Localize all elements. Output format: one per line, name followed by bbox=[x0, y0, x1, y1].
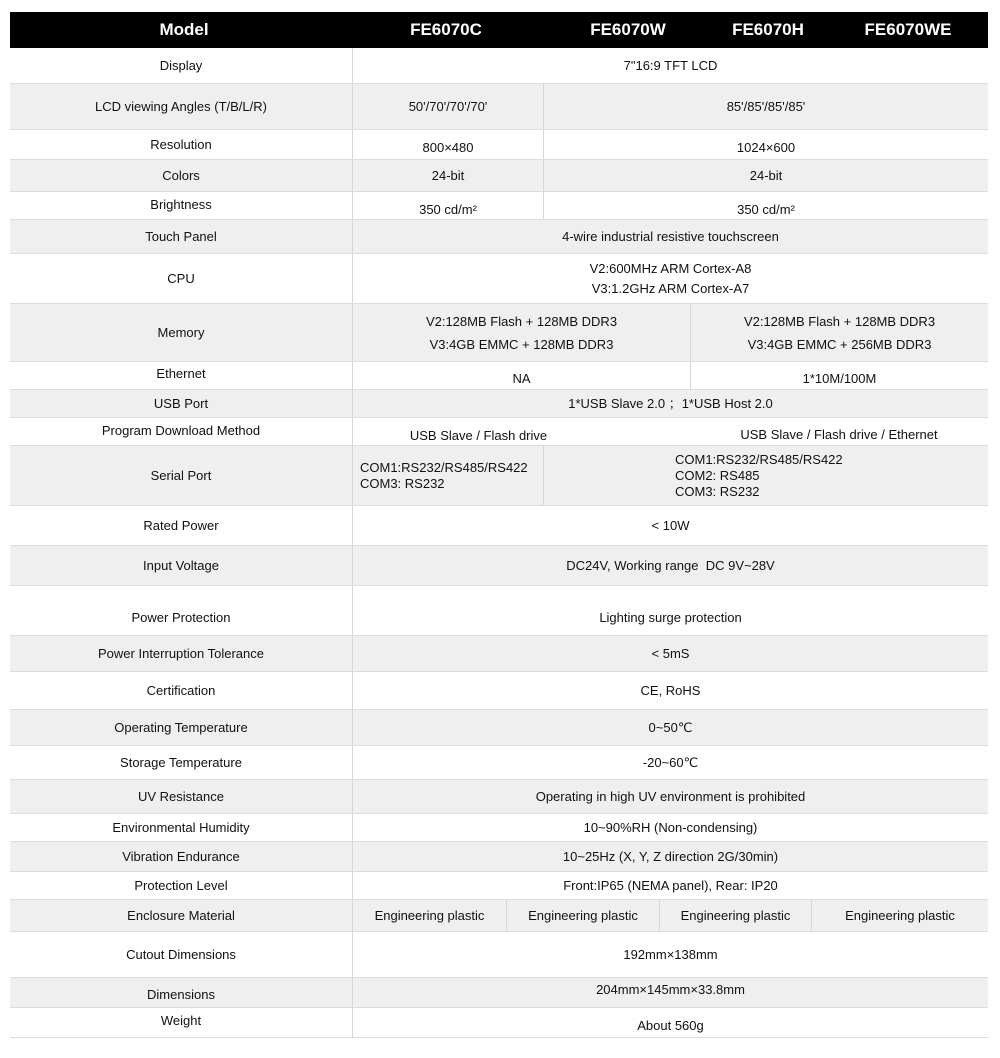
row-value: CE, RoHS bbox=[640, 683, 701, 698]
row-label: Input Voltage bbox=[143, 558, 219, 573]
row-value: 10~25Hz (X, Y, Z direction 2G/30min) bbox=[562, 849, 779, 864]
row-label: Touch Panel bbox=[145, 229, 217, 244]
serial-line-com3: COM3: RS232 bbox=[360, 476, 445, 491]
serial-line-com3: COM3: RS232 bbox=[675, 484, 760, 499]
row-label: Storage Temperature bbox=[120, 755, 242, 770]
header-fe6070h: FE6070H bbox=[732, 20, 804, 39]
row-value: 7"16:9 TFT LCD bbox=[623, 58, 718, 73]
row-rated-power bbox=[10, 506, 988, 546]
serial-line-com1: COM1:RS232/RS485/RS422 bbox=[675, 452, 843, 467]
row-serial-port bbox=[10, 446, 988, 506]
row-label: Ethernet bbox=[156, 366, 206, 381]
row-value-c2: Engineering plastic bbox=[528, 908, 638, 923]
row-value: 192mm×138mm bbox=[623, 947, 718, 962]
row-value-rest: 85'/85'/85'/85' bbox=[726, 99, 806, 114]
cpu-line-v2: V2:600MHz ARM Cortex-A8 bbox=[589, 261, 752, 276]
row-value-c: 50'/70'/70'/70' bbox=[408, 99, 488, 114]
row-value-a: NA bbox=[512, 371, 531, 386]
row-value-b bbox=[675, 446, 988, 506]
memory-line-v3: V3:4GB EMMC + 256MB DDR3 bbox=[747, 337, 932, 352]
row-value-b: USB Slave / Flash drive / Ethernet bbox=[740, 427, 938, 442]
row-value-b bbox=[691, 304, 988, 362]
row-storage-temperature bbox=[10, 746, 988, 780]
row-label: Vibration Endurance bbox=[122, 849, 240, 864]
row-value: 204mm×145mm×33.8mm bbox=[596, 982, 745, 997]
row-cpu bbox=[10, 254, 988, 304]
row-value: 1*USB Slave 2.0 ；1*USB Host 2.0 bbox=[568, 396, 773, 411]
row-value-c: 24-bit bbox=[431, 168, 465, 183]
row-label: USB Port bbox=[153, 396, 209, 411]
row-value bbox=[353, 254, 988, 304]
row-value-a bbox=[360, 446, 540, 506]
row-value-rest: 350 cd/m² bbox=[737, 202, 795, 217]
row-weight bbox=[10, 1008, 988, 1038]
row-value-c3: Engineering plastic bbox=[680, 908, 791, 923]
row-label: Environmental Humidity bbox=[112, 820, 250, 835]
row-value: 4-wire industrial resistive touchscreen bbox=[562, 229, 779, 244]
row-uv-resistance bbox=[10, 780, 988, 814]
row-label: Protection Level bbox=[134, 878, 228, 893]
row-value: < 5mS bbox=[651, 646, 690, 661]
row-label: CPU bbox=[167, 271, 195, 286]
row-ethernet bbox=[10, 362, 988, 390]
row-label: Resolution bbox=[150, 137, 212, 152]
row-display bbox=[10, 48, 988, 84]
row-label: Rated Power bbox=[143, 518, 219, 533]
row-brightness bbox=[10, 192, 988, 220]
row-value: About 560g bbox=[637, 1018, 704, 1033]
row-value: 0~50℃ bbox=[648, 720, 693, 735]
row-label: Serial Port bbox=[150, 468, 212, 483]
row-value-rest: 24-bit bbox=[749, 168, 783, 183]
memory-line-v2: V2:128MB Flash + 128MB DDR3 bbox=[425, 314, 618, 329]
row-dimensions bbox=[10, 978, 988, 1008]
row-value-c1: Engineering plastic bbox=[374, 908, 485, 923]
serial-line-com1: COM1:RS232/RS485/RS422 bbox=[360, 460, 528, 475]
header-fe6070w: FE6070W bbox=[590, 20, 666, 39]
row-label: Power Interruption Tolerance bbox=[98, 646, 264, 661]
row-value-c4: Engineering plastic bbox=[845, 908, 955, 923]
header-fe6070we: FE6070WE bbox=[864, 20, 952, 39]
row-label: Power Protection bbox=[131, 610, 231, 625]
memory-line-v2: V2:128MB Flash + 128MB DDR3 bbox=[743, 314, 936, 329]
row-value: Operating in high UV environment is prohibited bbox=[535, 789, 806, 804]
row-cutout-dimensions bbox=[10, 932, 988, 978]
row-label: Display bbox=[159, 58, 203, 73]
row-program-download bbox=[10, 418, 988, 446]
table-header bbox=[10, 12, 988, 48]
row-label: Weight bbox=[160, 1013, 202, 1028]
row-value: -20~60℃ bbox=[642, 755, 699, 770]
row-colors bbox=[10, 160, 988, 192]
row-power-protection bbox=[10, 586, 988, 636]
cpu-line-v3: V3:1.2GHz ARM Cortex-A7 bbox=[591, 281, 750, 296]
row-vibration-endurance bbox=[10, 842, 988, 872]
row-label: Dimensions bbox=[147, 987, 215, 1002]
row-input-voltage bbox=[10, 546, 988, 586]
row-label: Brightness bbox=[150, 197, 212, 212]
row-certification bbox=[10, 672, 988, 710]
row-value: Lighting surge protection bbox=[599, 610, 742, 625]
row-label: Colors bbox=[162, 168, 200, 183]
row-label: Program Download Method bbox=[101, 423, 261, 438]
row-value-rest: 1024×600 bbox=[736, 140, 796, 155]
row-value-c: 800×480 bbox=[422, 140, 474, 155]
row-value: DC24V, Working range DC 9V~28V bbox=[566, 558, 775, 573]
row-power-interruption bbox=[10, 636, 988, 672]
row-label: Operating Temperature bbox=[114, 720, 248, 735]
row-resolution bbox=[10, 130, 988, 160]
row-protection-level bbox=[10, 872, 988, 900]
row-value: 10~90%RH (Non-condensing) bbox=[583, 820, 758, 835]
row-value-a bbox=[353, 304, 690, 362]
row-value-a: USB Slave / Flash drive bbox=[409, 428, 548, 443]
row-label: UV Resistance bbox=[138, 789, 224, 804]
row-label: Memory bbox=[157, 325, 205, 340]
row-touch-panel bbox=[10, 220, 988, 254]
row-value: < 10W bbox=[651, 518, 690, 533]
serial-line-com2: COM2: RS485 bbox=[675, 468, 760, 483]
row-label: LCD viewing Angles (T/B/L/R) bbox=[95, 99, 267, 114]
row-viewing-angles bbox=[10, 84, 988, 130]
row-value: Front:IP65 (NEMA panel), Rear: IP20 bbox=[563, 878, 778, 893]
row-label: Certification bbox=[146, 683, 216, 698]
header-fe6070c: FE6070C bbox=[410, 20, 482, 39]
row-environmental-humidity bbox=[10, 814, 988, 842]
row-memory bbox=[10, 304, 988, 362]
row-label: Enclosure Material bbox=[127, 908, 235, 923]
row-value-b: 1*10M/100M bbox=[802, 371, 877, 386]
row-enclosure-material bbox=[10, 900, 988, 932]
row-usb-port bbox=[10, 390, 988, 418]
row-value-c: 350 cd/m² bbox=[419, 202, 477, 217]
memory-line-v3: V3:4GB EMMC + 128MB DDR3 bbox=[429, 337, 614, 352]
header-model: Model bbox=[159, 20, 209, 39]
row-operating-temperature bbox=[10, 710, 988, 746]
row-label: Cutout Dimensions bbox=[126, 947, 236, 962]
